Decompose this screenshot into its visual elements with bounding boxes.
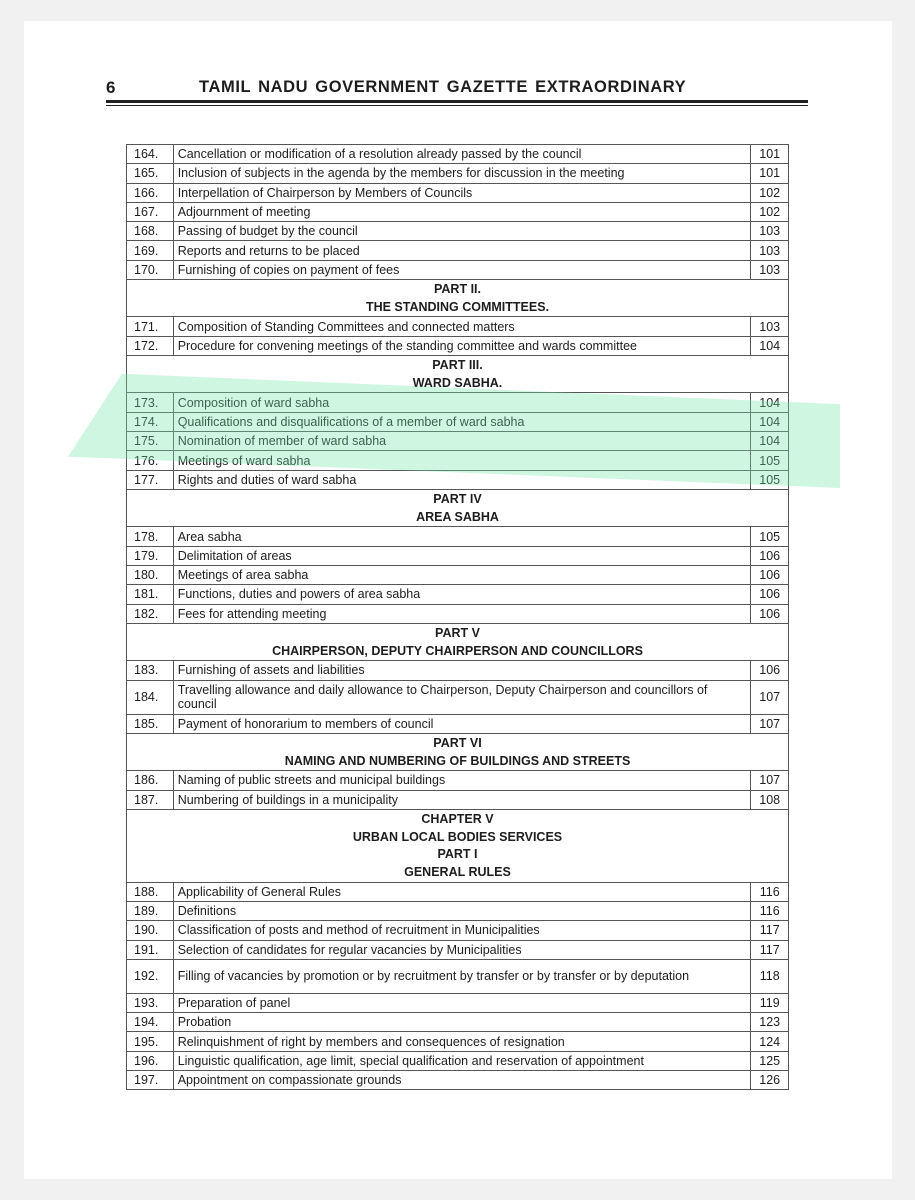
table-row: [127, 1013, 789, 1032]
section-heading-line: PART II.: [434, 282, 481, 297]
section-heading: [127, 356, 789, 393]
page-reference: 107: [751, 714, 789, 733]
section-heading-line: NAMING AND NUMBERING OF BUILDINGS AND STREETS: [284, 753, 631, 768]
rule-title: Rights and duties of ward sabha: [173, 470, 751, 489]
rule-title: Selection of candidates for regular vacancies by Municipalities: [173, 940, 751, 959]
rule-title: Qualifications and disqualifications of a member of ward sabha: [173, 412, 751, 431]
rule-title: Functions, duties and powers of area sabha: [173, 585, 751, 604]
table-row: [127, 921, 789, 940]
table-row: [127, 317, 789, 336]
table-row: [127, 959, 789, 993]
rule-title: Area sabha: [173, 527, 751, 546]
rule-number: 165.: [127, 164, 174, 183]
header-rule-thick: [106, 100, 808, 103]
section-heading-row: [127, 280, 789, 317]
rule-title: Preparation of panel: [173, 993, 751, 1012]
page-reference: 105: [751, 527, 789, 546]
rule-title: Meetings of area sabha: [173, 565, 751, 584]
table-row: [127, 771, 789, 790]
page-reference: 117: [751, 921, 789, 940]
section-heading-line: THE STANDING COMMITTEES.: [365, 299, 550, 314]
page-reference: 116: [751, 901, 789, 920]
rule-number: 173.: [127, 393, 174, 412]
rule-number: 195.: [127, 1032, 174, 1051]
rule-number: 193.: [127, 993, 174, 1012]
rule-number: 164.: [127, 145, 174, 164]
rule-title: Adjournment of meeting: [173, 202, 751, 221]
page-reference: 102: [751, 183, 789, 202]
table-row: [127, 451, 789, 470]
rule-title: Cancellation or modification of a resolution already passed by the council: [173, 145, 751, 164]
table-row: [127, 680, 789, 714]
section-heading-row: [127, 356, 789, 393]
page-reference: 125: [751, 1051, 789, 1070]
rule-number: 168.: [127, 222, 174, 241]
page-reference: 106: [751, 565, 789, 584]
page-reference: 106: [751, 585, 789, 604]
header-rule-thin: [106, 105, 808, 106]
page-reference: 119: [751, 993, 789, 1012]
table-row: [127, 1071, 789, 1090]
rule-number: 179.: [127, 546, 174, 565]
section-heading: [127, 623, 789, 660]
rule-title: Travelling allowance and daily allowance to Chairperson, Deputy Chairperson and councillors of council: [173, 680, 751, 714]
page-reference: 123: [751, 1013, 789, 1032]
table-row: [127, 222, 789, 241]
rule-title: Filling of vacancies by promotion or by recruitment by transfer or by transfer or by deputation: [173, 959, 751, 993]
section-heading-line: GENERAL RULES: [404, 864, 511, 879]
rule-title: Nomination of member of ward sabha: [173, 432, 751, 451]
rule-number: 186.: [127, 771, 174, 790]
rule-number: 183.: [127, 661, 174, 680]
rule-title: Classification of posts and method of recruitment in Municipalities: [173, 921, 751, 940]
rule-title: Inclusion of subjects in the agenda by the members for discussion in the meeting: [173, 164, 751, 183]
rule-number: 172.: [127, 336, 174, 355]
table-row: [127, 202, 789, 221]
section-heading: [127, 489, 789, 526]
page-reference: 103: [751, 260, 789, 279]
section-heading-line: CHAIRPERSON, DEPUTY CHAIRPERSON AND COUNCILLORS: [272, 643, 643, 658]
table-row: [127, 882, 789, 901]
rule-title: Delimitation of areas: [173, 546, 751, 565]
table-row: [127, 183, 789, 202]
rule-title: Meetings of ward sabha: [173, 451, 751, 470]
rule-number: 191.: [127, 940, 174, 959]
table-row: [127, 164, 789, 183]
rule-number: 197.: [127, 1071, 174, 1090]
rule-number: 192.: [127, 959, 174, 993]
table-row: [127, 565, 789, 584]
page-reference: 104: [751, 393, 789, 412]
table-row: [127, 393, 789, 412]
page-reference: 104: [751, 412, 789, 431]
rule-number: 190.: [127, 921, 174, 940]
section-heading: [127, 280, 789, 317]
page-reference: 106: [751, 604, 789, 623]
rule-number: 185.: [127, 714, 174, 733]
table-row: [127, 470, 789, 489]
section-heading-row: [127, 623, 789, 660]
rule-title: Applicability of General Rules: [173, 882, 751, 901]
table-row: [127, 585, 789, 604]
page-reference: 101: [751, 164, 789, 183]
page-reference: 117: [751, 940, 789, 959]
rule-number: 194.: [127, 1013, 174, 1032]
page-reference: 124: [751, 1032, 789, 1051]
section-heading-line: WARD SABHA.: [412, 375, 503, 390]
contents-table: [126, 144, 789, 1090]
section-heading-line: CHAPTER V: [421, 811, 494, 826]
table-row: [127, 546, 789, 565]
rule-number: 177.: [127, 470, 174, 489]
section-heading-line: AREA SABHA: [416, 509, 499, 524]
section-heading: [127, 809, 789, 882]
table-row: [127, 145, 789, 164]
rule-number: 176.: [127, 451, 174, 470]
rule-number: 175.: [127, 432, 174, 451]
page-header: [106, 78, 808, 100]
page-reference: 107: [751, 680, 789, 714]
rule-number: 188.: [127, 882, 174, 901]
table-row: [127, 604, 789, 623]
page-reference: 116: [751, 882, 789, 901]
page-reference: 104: [751, 336, 789, 355]
page-reference: 103: [751, 222, 789, 241]
rule-number: 170.: [127, 260, 174, 279]
page-reference: 104: [751, 432, 789, 451]
section-heading-line: PART IV: [433, 491, 482, 506]
rule-number: 196.: [127, 1051, 174, 1070]
table-row: [127, 1032, 789, 1051]
page-reference: 105: [751, 470, 789, 489]
table-row: [127, 260, 789, 279]
page-reference: 103: [751, 317, 789, 336]
table-row: [127, 336, 789, 355]
rule-title: Definitions: [173, 901, 751, 920]
rule-title: Reports and returns to be placed: [173, 241, 751, 260]
rule-title: Procedure for convening meetings of the standing committee and wards committee: [173, 336, 751, 355]
section-heading-line: PART VI: [433, 735, 482, 750]
rule-title: Naming of public streets and municipal buildings: [173, 771, 751, 790]
rule-title: Appointment on compassionate grounds: [173, 1071, 751, 1090]
rule-number: 166.: [127, 183, 174, 202]
rule-title: Fees for attending meeting: [173, 604, 751, 623]
page-reference: 103: [751, 241, 789, 260]
table-row: [127, 714, 789, 733]
section-heading-row: [127, 489, 789, 526]
rule-number: 189.: [127, 901, 174, 920]
table-row: [127, 993, 789, 1012]
rule-number: 180.: [127, 565, 174, 584]
rule-number: 174.: [127, 412, 174, 431]
rule-title: Composition of ward sabha: [173, 393, 751, 412]
page-reference: 118: [751, 959, 789, 993]
section-heading-row: [127, 733, 789, 770]
page-reference: 106: [751, 546, 789, 565]
table-row: [127, 940, 789, 959]
page-reference: 102: [751, 202, 789, 221]
section-heading-line: URBAN LOCAL BODIES SERVICES: [352, 829, 563, 844]
page-reference: 101: [751, 145, 789, 164]
page-reference: 106: [751, 661, 789, 680]
rule-title: Probation: [173, 1013, 751, 1032]
section-heading-line: PART III.: [432, 358, 483, 373]
page-reference: 105: [751, 451, 789, 470]
page-number: 6: [106, 78, 116, 97]
rule-title: Passing of budget by the council: [173, 222, 751, 241]
section-heading: [127, 733, 789, 770]
rule-number: 167.: [127, 202, 174, 221]
rule-title: Linguistic qualification, age limit, special qualification and reservation of appointment: [173, 1051, 751, 1070]
page-reference: 107: [751, 771, 789, 790]
table-row: [127, 790, 789, 809]
rule-title: Furnishing of assets and liabilities: [173, 661, 751, 680]
rule-number: 178.: [127, 527, 174, 546]
rule-number: 184.: [127, 680, 174, 714]
rule-title: Interpellation of Chairperson by Members of Councils: [173, 183, 751, 202]
rule-number: 169.: [127, 241, 174, 260]
table-row: [127, 527, 789, 546]
rule-number: 171.: [127, 317, 174, 336]
table-row: [127, 432, 789, 451]
page-reference: 126: [751, 1071, 789, 1090]
rule-title: Furnishing of copies on payment of fees: [173, 260, 751, 279]
page-reference: 108: [751, 790, 789, 809]
rule-title: Numbering of buildings in a municipality: [173, 790, 751, 809]
section-heading-row: [127, 809, 789, 882]
rule-title: Relinquishment of right by members and consequences of resignation: [173, 1032, 751, 1051]
rule-title: Composition of Standing Committees and connected matters: [173, 317, 751, 336]
section-heading-line: PART V: [435, 625, 480, 640]
table-row: [127, 661, 789, 680]
gazette-title: TAMIL NADU GOVERNMENT GAZETTE EXTRAORDINARY: [199, 78, 687, 96]
rule-title: Payment of honorarium to members of council: [173, 714, 751, 733]
table-row: [127, 1051, 789, 1070]
rule-number: 181.: [127, 585, 174, 604]
table-row: [127, 901, 789, 920]
rule-number: 187.: [127, 790, 174, 809]
table-row: [127, 412, 789, 431]
section-heading-line: PART I: [437, 847, 478, 862]
rule-number: 182.: [127, 604, 174, 623]
table-row: [127, 241, 789, 260]
